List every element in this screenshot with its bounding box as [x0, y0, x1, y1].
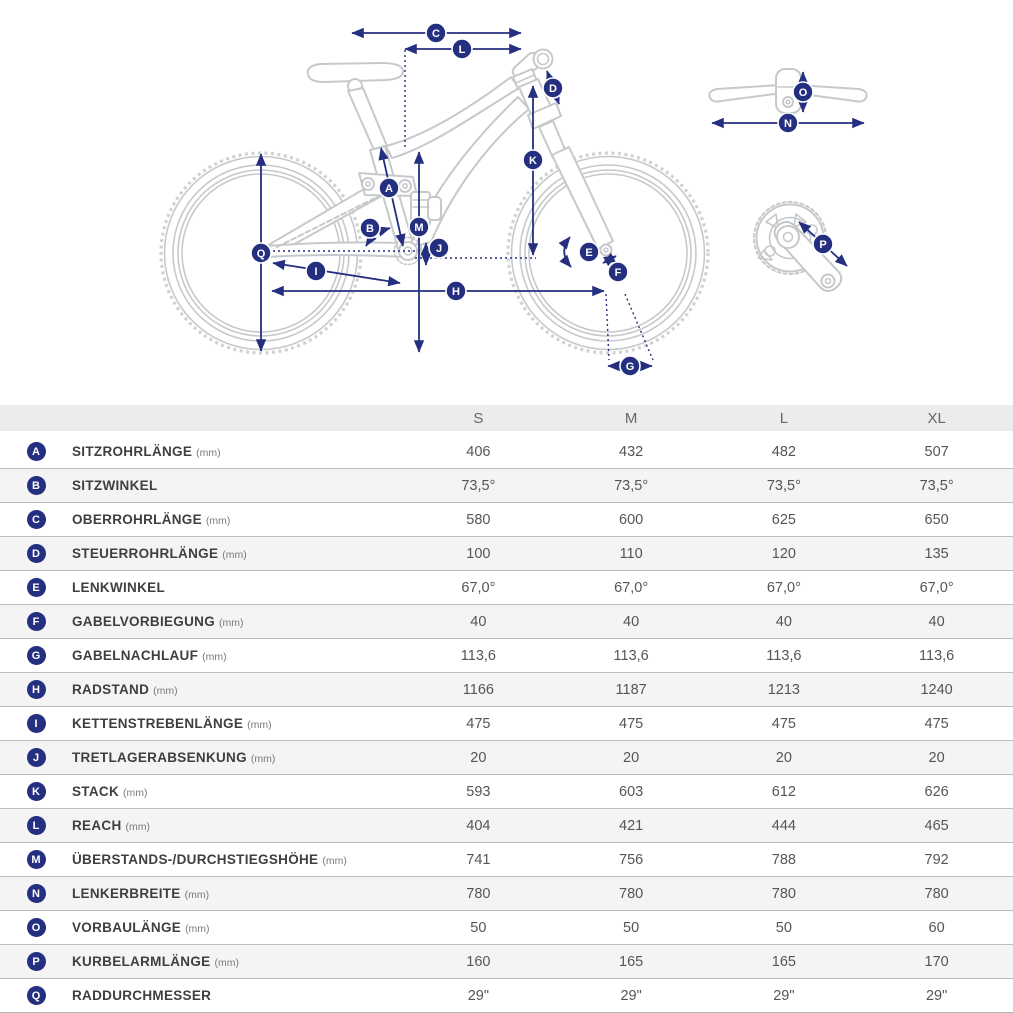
row-label-cell [72, 605, 402, 639]
svg-text:P: P [819, 238, 827, 251]
row-value-xl: 40 [928, 613, 945, 630]
row-marker-letter: P [32, 955, 40, 968]
row-marker-letter: E [32, 581, 40, 594]
row-value-xl: 170 [924, 953, 949, 970]
table-row [0, 809, 1013, 843]
row-unit: (mm) [247, 718, 272, 731]
row-value-m: 1187 [615, 681, 647, 698]
row-value-m: 67,0° [614, 579, 649, 596]
row-value-m: 165 [619, 953, 644, 970]
row-value-m: 40 [623, 613, 640, 630]
row-value-l: 482 [771, 443, 796, 460]
row-marker-badge [27, 680, 46, 699]
table-row [0, 433, 1013, 469]
row-marker-badge [27, 578, 46, 597]
row-label-cell [72, 433, 402, 469]
row-label: RADDURCHMESSER [72, 987, 212, 1003]
row-label-cell [72, 639, 402, 673]
row-marker-letter: B [32, 479, 40, 492]
row-marker-letter: K [32, 785, 40, 798]
row-label: LENKWINKEL [72, 579, 165, 595]
row-value-xl: 650 [924, 511, 949, 528]
row-value-s: 50 [470, 919, 487, 936]
row-value-xl: 135 [924, 545, 949, 562]
row-value-s: 73,5° [461, 477, 496, 494]
row-value-s: 113,6 [460, 647, 496, 664]
row-marker-letter: A [32, 445, 40, 458]
row-marker-cell [0, 877, 72, 911]
header-spacer-badge [0, 405, 72, 433]
row-marker-letter: J [32, 751, 40, 764]
row-value-s: 29" [467, 987, 490, 1004]
svg-text:C: C [432, 27, 440, 40]
row-marker-badge [27, 510, 46, 529]
column-header-l: L [708, 405, 861, 433]
row-unit: (mm) [123, 786, 148, 799]
row-label: ÜBERSTANDS-/DURCHSTIEGSHÖHE [72, 851, 319, 867]
table-row [0, 911, 1013, 945]
row-label-cell [72, 503, 402, 537]
svg-text:I: I [314, 265, 318, 278]
marker-q [251, 243, 271, 263]
geometry-table-body [0, 433, 1013, 1013]
marker-e [579, 242, 599, 262]
marker-a [379, 178, 399, 198]
row-value-m: 110 [619, 545, 643, 562]
svg-text:L: L [458, 43, 466, 56]
row-unit: (mm) [185, 922, 210, 935]
row-value-s: 160 [466, 953, 491, 970]
row-value-l: 120 [771, 545, 796, 562]
row-marker-letter: C [32, 513, 40, 526]
marker-f [608, 262, 628, 282]
row-label: STEUERROHRLÄNGE [72, 545, 219, 561]
dimension-line-i [273, 263, 400, 283]
row-value-s: 780 [466, 885, 491, 902]
svg-text:J: J [435, 242, 443, 255]
row-marker-letter: H [32, 683, 40, 696]
column-header-s: S [402, 405, 555, 433]
crank-spindle [777, 226, 799, 248]
marker-l [452, 39, 472, 59]
row-value-xl: 465 [924, 817, 949, 834]
row-label-cell [72, 571, 402, 605]
row-marker-badge [27, 476, 46, 495]
row-marker-cell [0, 707, 72, 741]
row-marker-badge [27, 714, 46, 733]
row-value-xl: 67,0° [919, 579, 954, 596]
table-row [0, 775, 1013, 809]
row-unit: (mm) [125, 820, 151, 833]
row-label-cell [72, 469, 402, 503]
svg-text:G: G [625, 360, 635, 373]
row-value-xl: 792 [924, 851, 949, 868]
row-unit: (mm) [214, 956, 239, 969]
ref-line-steering-axis [625, 294, 653, 360]
row-marker-badge [27, 986, 46, 1005]
row-marker-cell [0, 571, 72, 605]
row-marker-cell [0, 605, 72, 639]
row-label-cell [72, 877, 402, 911]
row-marker-cell [0, 843, 72, 877]
row-value-m: 432 [619, 443, 644, 460]
row-marker-cell [0, 979, 72, 1013]
row-value-l: 73,5° [766, 477, 801, 494]
row-marker-badge [27, 816, 46, 835]
row-value-m: 29" [620, 987, 642, 1004]
row-value-s: 741 [466, 851, 491, 868]
column-header-xl: XL [860, 405, 1013, 433]
row-value-xl: 60 [928, 919, 945, 936]
row-marker-cell [0, 433, 72, 469]
marker-k [523, 150, 543, 170]
row-value-xl: 780 [924, 885, 949, 902]
row-value-l: 612 [771, 783, 796, 800]
header-spacer-label [72, 405, 402, 433]
row-label: KURBELARMLÄNGE [72, 953, 211, 969]
row-value-l: 50 [775, 919, 792, 936]
table-row [0, 707, 1013, 741]
row-label: STACK [72, 783, 119, 799]
table-row [0, 469, 1013, 503]
row-label: OBERROHRLÄNGE [72, 511, 202, 527]
table-row [0, 571, 1013, 605]
row-label-cell [72, 945, 402, 979]
row-value-s: 404 [466, 817, 491, 834]
row-unit: (mm) [196, 446, 221, 459]
row-unit: (mm) [250, 752, 276, 765]
row-value-xl: 113,6 [919, 647, 955, 664]
row-value-l: 29" [773, 987, 795, 1004]
chainstay [266, 242, 403, 257]
marker-g [620, 356, 640, 376]
fork-lower-leg [552, 147, 613, 249]
row-marker-badge [27, 952, 46, 971]
svg-text:A: A [385, 182, 393, 195]
row-marker-badge [27, 748, 46, 767]
row-unit: (mm) [184, 888, 210, 901]
svg-text:M: M [414, 221, 424, 234]
svg-text:K: K [529, 154, 537, 167]
row-marker-cell [0, 809, 72, 843]
table-row [0, 843, 1013, 877]
row-value-l: 1213 [767, 681, 800, 698]
row-marker-letter: Q [31, 989, 41, 1002]
handlebar-front-view [709, 69, 866, 113]
table-row [0, 537, 1013, 571]
row-value-m: 73,5° [614, 477, 649, 494]
row-marker-cell [0, 911, 72, 945]
row-value-m: 421 [619, 817, 644, 834]
row-label: LENKERBREITE [72, 885, 181, 901]
marker-p [813, 234, 833, 254]
row-marker-badge [27, 646, 46, 665]
row-value-l: 780 [771, 885, 796, 902]
row-unit: (mm) [222, 548, 247, 561]
row-marker-badge [27, 782, 46, 801]
row-value-xl: 1240 [920, 681, 953, 698]
row-unit: (mm) [202, 650, 227, 663]
row-value-xl: 20 [928, 749, 945, 766]
row-value-s: 580 [466, 511, 491, 528]
row-marker-letter: N [32, 887, 40, 900]
row-value-m: 780 [619, 885, 644, 902]
row-value-m: 603 [619, 783, 644, 800]
marker-m [409, 217, 429, 237]
table-row [0, 741, 1013, 775]
row-label: KETTENSTREBENLÄNGE [72, 715, 244, 731]
front-axle [601, 245, 612, 256]
row-marker-badge [27, 612, 46, 631]
row-value-l: 444 [771, 817, 796, 834]
row-value-xl: 475 [924, 715, 949, 732]
row-value-s: 593 [466, 783, 491, 800]
table-row [0, 673, 1013, 707]
row-unit: (mm) [219, 616, 244, 629]
table-row [0, 639, 1013, 673]
row-marker-letter: F [32, 615, 40, 628]
geometry-table [0, 405, 1013, 1013]
row-unit: (mm) [205, 514, 231, 527]
marker-c [426, 23, 446, 43]
marker-b [360, 218, 380, 238]
marker-i [306, 261, 326, 281]
row-marker-letter: G [31, 649, 41, 662]
row-label: SITZWINKEL [72, 477, 158, 493]
row-value-xl: 626 [924, 783, 949, 800]
row-marker-letter: D [32, 547, 40, 560]
row-value-m: 475 [619, 715, 644, 732]
row-value-l: 20 [775, 749, 792, 766]
row-value-m: 756 [619, 851, 644, 868]
row-marker-cell [0, 775, 72, 809]
row-label-cell [72, 707, 402, 741]
row-value-l: 40 [775, 613, 792, 630]
row-marker-cell [0, 945, 72, 979]
marker-h [446, 281, 466, 301]
row-label: GABELVORBIEGUNG [72, 613, 216, 629]
row-value-m: 113,6 [613, 647, 649, 664]
row-marker-badge [27, 850, 46, 869]
row-label: SITZROHRLÄNGE [72, 443, 193, 459]
row-value-xl: 73,5° [919, 477, 954, 494]
svg-text:H: H [452, 285, 460, 298]
row-unit: (mm) [322, 854, 347, 867]
row-unit: (mm) [153, 684, 178, 697]
seatpost [348, 88, 387, 150]
dimension-arc-e [564, 237, 571, 267]
row-marker-cell [0, 639, 72, 673]
row-label: TRETLAGERABSENKUNG [72, 749, 247, 765]
row-value-s: 100 [466, 545, 491, 562]
row-value-s: 1166 [462, 681, 494, 698]
row-marker-cell [0, 503, 72, 537]
row-value-s: 475 [466, 715, 491, 732]
row-marker-badge [27, 544, 46, 563]
row-marker-letter: M [31, 853, 41, 866]
svg-text:Q: Q [256, 247, 266, 260]
row-value-l: 67,0° [766, 579, 801, 596]
row-label-cell [72, 843, 402, 877]
row-value-l: 165 [771, 953, 796, 970]
table-row [0, 605, 1013, 639]
row-label-cell [72, 911, 402, 945]
row-label-cell [72, 537, 402, 571]
svg-text:D: D [549, 82, 557, 95]
table-row [0, 979, 1013, 1013]
svg-text:F: F [614, 266, 622, 279]
row-label: REACH [72, 817, 122, 833]
row-marker-letter: I [34, 717, 38, 730]
row-marker-badge [27, 884, 46, 903]
row-marker-badge [27, 918, 46, 937]
row-value-xl: 507 [924, 443, 949, 460]
table-row [0, 945, 1013, 979]
svg-text:O: O [798, 86, 808, 99]
row-label-cell [72, 809, 402, 843]
marker-j [429, 238, 449, 258]
row-value-s: 20 [470, 749, 487, 766]
svg-text:B: B [366, 222, 374, 235]
row-marker-letter: L [32, 819, 40, 832]
pedal-eye [822, 275, 835, 288]
table-row [0, 877, 1013, 911]
row-value-l: 475 [771, 715, 796, 732]
row-marker-cell [0, 537, 72, 571]
row-marker-letter: O [31, 921, 41, 934]
row-label-cell [72, 741, 402, 775]
row-label-cell [72, 673, 402, 707]
marker-d [543, 78, 563, 98]
row-marker-cell [0, 673, 72, 707]
row-marker-cell [0, 741, 72, 775]
row-label-cell [72, 979, 402, 1013]
row-value-s: 406 [466, 443, 491, 460]
bike-geometry-diagram [0, 0, 1013, 405]
column-header-m: M [555, 405, 708, 433]
row-value-m: 20 [623, 749, 640, 766]
row-label: RADSTAND [72, 681, 150, 697]
marker-n [778, 113, 798, 133]
row-marker-cell [0, 469, 72, 503]
marker-o [793, 82, 813, 102]
row-value-xl: 29" [925, 987, 948, 1004]
row-value-l: 625 [771, 511, 796, 528]
svg-text:E: E [585, 246, 593, 259]
row-value-s: 40 [470, 613, 487, 630]
row-marker-badge [27, 442, 46, 461]
row-label: VORBAULÄNGE [72, 919, 182, 935]
svg-text:N: N [784, 117, 792, 130]
geometry-table-header [0, 405, 1013, 433]
bike-diagram-svg [0, 0, 1013, 405]
table-row [0, 503, 1013, 537]
row-value-s: 67,0° [461, 579, 496, 596]
row-label: GABELNACHLAUF [72, 647, 199, 663]
row-value-l: 788 [771, 851, 796, 868]
row-value-m: 50 [623, 919, 640, 936]
row-value-l: 113,6 [766, 647, 802, 664]
row-label-cell [72, 775, 402, 809]
row-value-m: 600 [619, 511, 644, 528]
